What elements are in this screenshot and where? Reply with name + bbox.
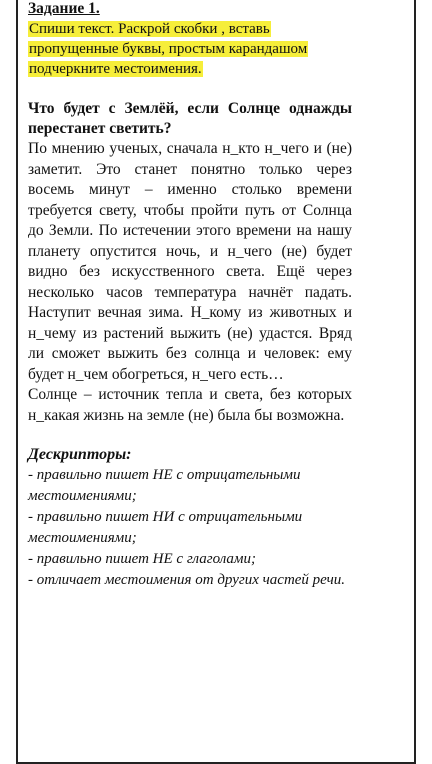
descriptor-item: - отличает местоимения от других частей речи.	[28, 572, 346, 588]
descriptors-section	[28, 444, 352, 591]
task-instruction-highlighted: Спиши текст. Раскрой скобки , вставь пропущенные буквы, простым карандашом подчеркните местоимения.	[29, 21, 308, 77]
text-title: Что будет с Землёй, если Солнце однажды перестанет светить?	[28, 100, 352, 137]
text-paragraph-1: По мнению ученых, сначала н_кто н_чего и (не) заметит. Это станет понятно только через восемь минут – именно столько времени требуется свету, чтобы пройти путь от Солнца до Земли. По истечении этого времени на нашу планету опустится ночь, и н_чего (не) будет видно без искусственного света. Ещё через несколько часов температура начнёт падать. Наступит вечная зима. Н_кому из животных и н_чему из растений выжить (не) удастся. Вряд ли сможет выжить без солнца и человек: ему будет н_чем обогреться, н_чего есть…	[28, 140, 352, 383]
task-title: Задание 1.	[28, 0, 100, 17]
document-frame	[16, 0, 416, 764]
descriptor-item: - правильно пишет НЕ с отрицательными местоимениями;	[28, 467, 301, 504]
descriptor-item: - правильно пишет НИ с отрицательными местоимениями;	[28, 509, 303, 546]
task-instruction	[28, 19, 352, 79]
descriptors-title: Дескрипторы:	[28, 446, 132, 463]
document-content	[28, 0, 352, 591]
descriptor-item: - правильно пишет НЕ с глаголами;	[28, 551, 256, 567]
text-paragraph-2: Солнце – источник тепла и света, без которых н_какая жизнь на земле (не) была бы возможна.	[28, 386, 352, 424]
